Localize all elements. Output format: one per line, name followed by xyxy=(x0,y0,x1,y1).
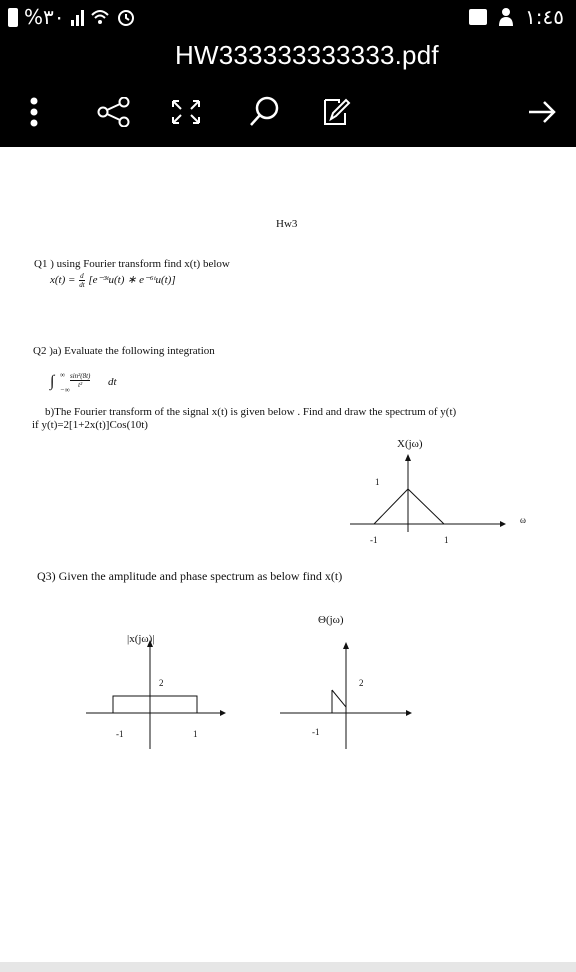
fig2-right-label: 1 xyxy=(193,729,198,739)
gallery-notification-icon xyxy=(469,9,487,25)
q2b-text: b)The Fourier transform of the signal x(t) is given below . Find and draw the spectrum of y(t) xyxy=(45,406,457,418)
q2b-signal: if y(t)=2[1+2x(t)]Cos(10t) xyxy=(32,419,148,431)
q2-integrand-num: sin²(8t) xyxy=(70,372,91,380)
q2-dt: dt xyxy=(108,376,117,388)
integral-upper: ∞ xyxy=(60,371,65,379)
integral-sign: ∫ xyxy=(50,373,55,390)
q1-formula-lhs: x(t) = xyxy=(50,274,76,287)
q2-integral xyxy=(50,371,117,395)
search-button[interactable] xyxy=(242,90,286,134)
alarm-icon xyxy=(116,7,136,27)
fig1-peak-label: 1 xyxy=(375,477,380,487)
battery-percent: %٣٠ xyxy=(24,5,65,29)
fig1-left-label: -1 xyxy=(370,535,378,545)
battery-icon xyxy=(8,8,18,27)
q1-derivative-den: dt xyxy=(79,281,85,289)
edit-button[interactable] xyxy=(314,90,358,134)
integral-lower: −∞ xyxy=(60,386,70,394)
fig1-label: X(jω) xyxy=(397,438,423,450)
fullscreen-icon xyxy=(171,99,201,125)
q2a-text: Q2 )a) Evaluate the following integration xyxy=(33,345,215,357)
fig3-x-arrow xyxy=(406,710,412,716)
fig2-left-label: -1 xyxy=(116,729,124,739)
pdf-page xyxy=(0,147,576,962)
fig3-y-arrow xyxy=(343,642,349,649)
fig2-height-label: 2 xyxy=(159,678,164,688)
fig3-label: Θ(jω) xyxy=(318,614,344,626)
wifi-icon xyxy=(90,8,110,26)
doc-heading: Hw3 xyxy=(276,218,298,230)
q2-integrand xyxy=(70,372,90,389)
q1-text: Q1 ) using Fourier transform find x(t) below xyxy=(34,258,230,270)
fig1-right-label: 1 xyxy=(444,535,449,545)
fig2-x-arrow xyxy=(220,710,226,716)
person-notification-icon xyxy=(497,7,515,27)
top-app-bar xyxy=(0,0,576,147)
fig1-y-arrow xyxy=(405,454,411,461)
fig2-label: |x(jω)| xyxy=(127,633,155,645)
fig1-spectrum-plot xyxy=(340,437,540,547)
status-bar xyxy=(0,0,576,38)
signal-bars-icon xyxy=(71,8,84,26)
share-button[interactable] xyxy=(92,90,136,134)
share-icon xyxy=(97,97,131,127)
forward-arrow-icon xyxy=(527,100,557,124)
more-vert-icon xyxy=(29,97,39,127)
search-icon xyxy=(248,96,280,128)
fig1-triangle xyxy=(374,489,444,524)
fig3-height-label: 2 xyxy=(359,678,364,688)
q1-formula xyxy=(50,272,176,289)
q1-derivative-num: d xyxy=(80,272,84,280)
toolbar xyxy=(0,86,576,136)
fig1-x-arrow xyxy=(500,521,506,527)
bottom-strip xyxy=(0,962,576,972)
fig3-phase-curve xyxy=(332,690,346,713)
fullscreen-button[interactable] xyxy=(164,90,208,134)
file-title: HW333333333333.pdf xyxy=(175,40,439,70)
fig3-left-label: -1 xyxy=(312,727,320,737)
fig3-phase-plot xyxy=(276,637,426,757)
fig2-amplitude-plot xyxy=(80,637,230,757)
fig2-rectangle xyxy=(113,696,197,713)
forward-button[interactable] xyxy=(520,90,564,134)
fig1-axis-label: ω xyxy=(520,515,526,525)
q1-derivative xyxy=(79,272,84,289)
edit-icon xyxy=(321,97,351,127)
more-options-button[interactable] xyxy=(12,90,56,134)
q3-text: Q3) Given the amplitude and phase spectrum as below find x(t) xyxy=(37,569,343,583)
q2-integrand-den: t² xyxy=(78,381,83,389)
q1-formula-rhs: [e⁻³ᵗu(t) ∗ e⁻⁶ᵗu(t)] xyxy=(88,274,176,287)
clock: ١:٤٥ xyxy=(525,5,564,29)
